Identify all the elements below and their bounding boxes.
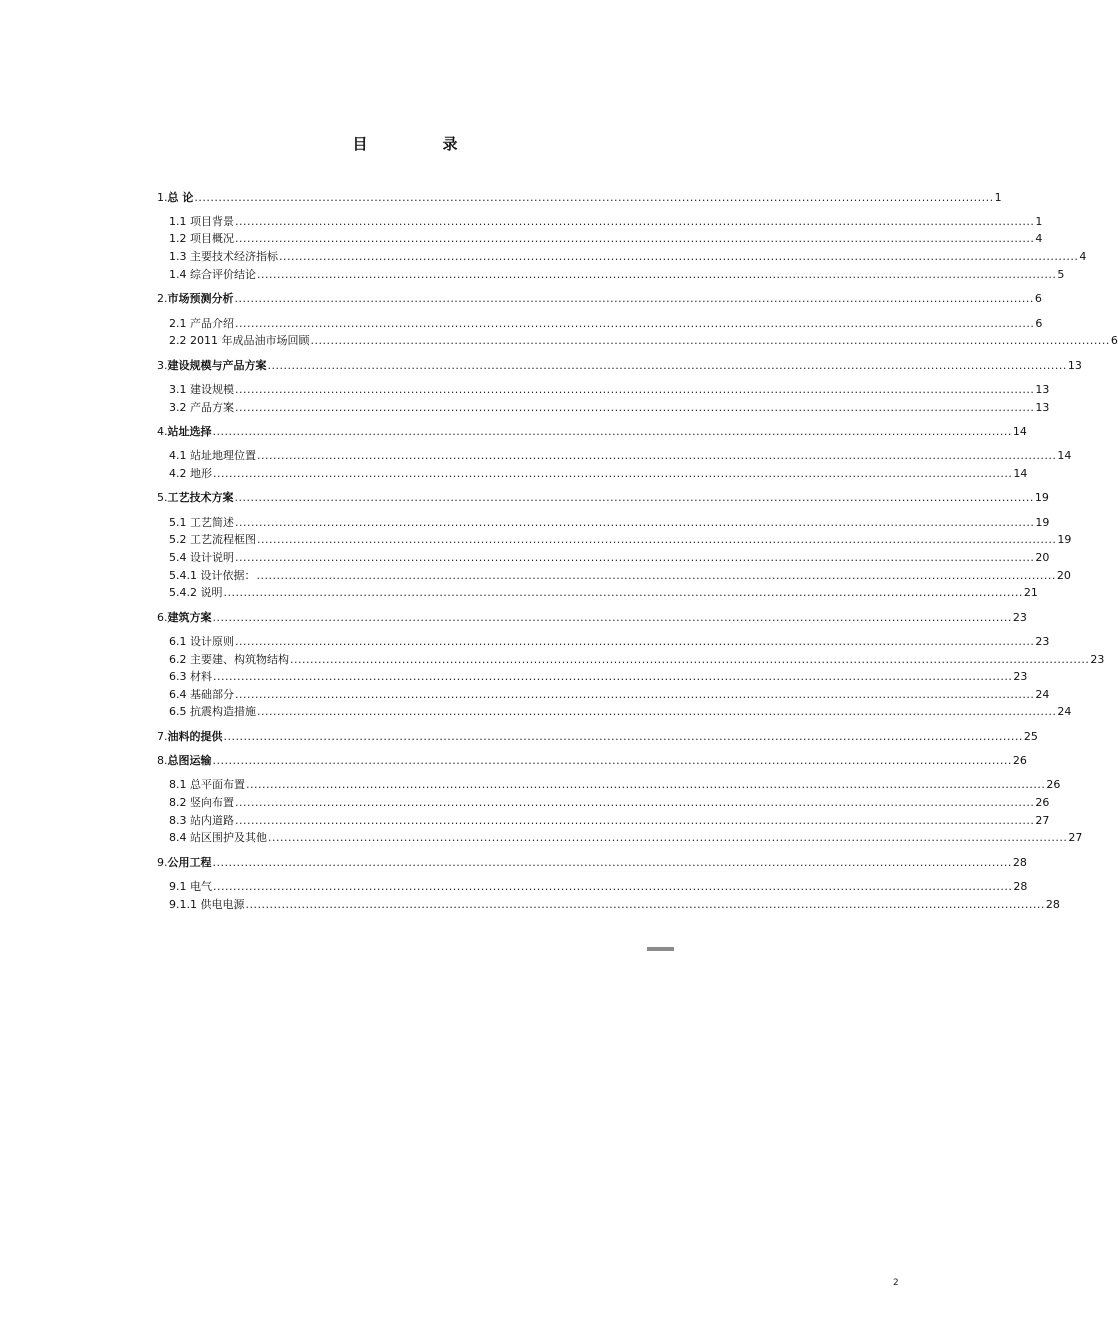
toc-entry-title: 工艺简述 — [190, 516, 234, 529]
toc-leader-dots: ........................................................................................................................................................................................................ — [223, 586, 1023, 599]
toc-entry-label — [169, 795, 234, 810]
toc-entry-number: 2. — [157, 292, 168, 305]
toc-entry-number: 5.1 — [169, 516, 190, 529]
toc-leader-dots: ........................................................................................................................................................................................................ — [235, 635, 1035, 648]
toc-entry-label — [169, 466, 212, 481]
toc-entry-title: 项目背景 — [190, 215, 234, 228]
toc-entry[interactable] — [169, 568, 1071, 583]
toc-entry-number: 6.4 — [169, 688, 190, 701]
toc-entry-title: 主要建、构筑物结构 — [190, 653, 289, 666]
toc-entry-number: 5.2 — [169, 533, 190, 546]
toc-entry-number: 1.3 — [169, 250, 190, 263]
toc-leader-dots: ........................................................................................................................................................................................................ — [234, 292, 1034, 305]
toc-entry-title: 产品方案 — [190, 401, 234, 414]
toc-entry[interactable] — [169, 669, 1028, 684]
toc-entry[interactable] — [169, 585, 1038, 600]
toc-entry-page: 28 — [1012, 856, 1027, 869]
toc-entry-page: 5 — [1057, 268, 1065, 281]
toc-entry-page: 13 — [1035, 401, 1050, 414]
toc-entry-title: 总平面布置 — [190, 778, 245, 791]
toc-leader-dots: ........................................................................................................................................................................................................ — [235, 796, 1035, 809]
toc-leader-dots: ........................................................................................................................................................................................................ — [235, 814, 1035, 827]
toc-leader-dots: ........................................................................................................................................................................................................ — [212, 856, 1012, 869]
toc-entry-label — [157, 729, 223, 744]
toc-entry-number: 5. — [157, 491, 168, 504]
toc-entry-page: 24 — [1035, 688, 1050, 701]
toc-entry[interactable] — [157, 358, 1082, 373]
toc-entry-title: 建筑方案 — [167, 611, 212, 624]
toc-entry-page: 26 — [1012, 754, 1027, 767]
toc-entry[interactable] — [169, 830, 1083, 845]
toc-entry-number: 8.3 — [169, 814, 190, 827]
toc-entry-page: 20 — [1035, 551, 1050, 564]
toc-entry-title: 市场预测分析 — [167, 292, 234, 305]
toc-entry-page: 24 — [1057, 705, 1072, 718]
toc-entry-title: 材料 — [190, 670, 212, 683]
toc-entry-page: 4 — [1035, 232, 1043, 245]
toc-entry[interactable] — [169, 704, 1072, 719]
toc-leader-dots: ........................................................................................................................................................................................................ — [235, 516, 1035, 529]
toc-leader-dots: ........................................................................................................................................................................................................ — [257, 449, 1057, 462]
toc-entry-page: 13 — [1067, 359, 1082, 372]
toc-leader-dots: ........................................................................................................................................................................................................ — [235, 317, 1035, 330]
toc-leader-dots: ........................................................................................................................................................................................................ — [213, 670, 1013, 683]
toc-entry-page: 21 — [1023, 586, 1038, 599]
toc-entry-number: 5.4.1 — [169, 569, 201, 582]
toc-leader-dots: ........................................................................................................................................................................................................ — [256, 569, 1056, 582]
toc-entry[interactable] — [169, 316, 1043, 331]
toc-entry[interactable] — [157, 753, 1027, 768]
toc-entry-title: 站区围护及其他 — [190, 831, 267, 844]
toc-entry-label — [157, 490, 234, 505]
toc-entry-page: 19 — [1035, 516, 1050, 529]
toc-leader-dots: ........................................................................................................................................................................................................ — [257, 268, 1057, 281]
toc-entry-label — [169, 267, 256, 282]
toc-entry-page: 23 — [1012, 611, 1027, 624]
toc-entry-number: 8.4 — [169, 831, 190, 844]
toc-entry-label — [169, 687, 234, 702]
toc-entry[interactable] — [157, 729, 1038, 744]
toc-entry-number: 8.1 — [169, 778, 190, 791]
toc-entry-number: 5.4 — [169, 551, 190, 564]
toc-leader-dots: ........................................................................................................................................................................................................ — [235, 232, 1035, 245]
toc-entry-page: 28 — [1045, 898, 1060, 911]
toc-leader-dots: ........................................................................................................................................................................................................ — [310, 334, 1110, 347]
toc-entry-number: 8.2 — [169, 796, 190, 809]
divider-bar — [647, 947, 674, 951]
toc-entry-page: 26 — [1046, 778, 1061, 791]
toc-entry-title: 设计说明 — [190, 551, 234, 564]
toc-entry-page: 1 — [1035, 215, 1043, 228]
toc-entry-page: 23 — [1090, 653, 1105, 666]
toc-leader-dots: ........................................................................................................................................................................................................ — [257, 533, 1057, 546]
toc-entry-number: 7. — [157, 730, 168, 743]
toc-entry-label — [169, 249, 278, 264]
toc-entry-label — [169, 214, 234, 229]
toc-entry-number: 9. — [157, 856, 168, 869]
toc-entry-label — [169, 669, 212, 684]
toc-entry-page: 14 — [1012, 425, 1027, 438]
toc-entry-number: 6. — [157, 611, 168, 624]
toc-entry[interactable] — [169, 214, 1043, 229]
page-title: 目 录 — [352, 135, 488, 153]
toc-entry[interactable] — [169, 448, 1072, 463]
toc-entry-title: 总 论 — [167, 191, 194, 204]
toc-leader-dots: ........................................................................................................................................................................................................ — [235, 401, 1035, 414]
toc-entry[interactable] — [157, 855, 1027, 870]
toc-entry-label — [157, 358, 267, 373]
toc-leader-dots: ........................................................................................................................................................................................................ — [279, 250, 1079, 263]
toc-entry[interactable] — [157, 291, 1042, 306]
toc-entry-title: 产品介绍 — [190, 317, 234, 330]
toc-entry-number: 3.2 — [169, 401, 190, 414]
toc-entry-page: 19 — [1057, 533, 1072, 546]
toc-entry-label — [157, 424, 212, 439]
toc-entry[interactable] — [157, 424, 1027, 439]
toc-entry-label — [169, 897, 245, 912]
toc-entry-title: 公用工程 — [167, 856, 212, 869]
toc-entry-label — [169, 448, 256, 463]
toc-entry[interactable] — [169, 813, 1050, 828]
toc-entry[interactable] — [157, 490, 1049, 505]
toc-leader-dots: ........................................................................................................................................................................................................ — [213, 467, 1013, 480]
toc-entry[interactable] — [169, 400, 1050, 415]
toc-entry-title: 设计原则 — [190, 635, 234, 648]
toc-entry-number: 4.1 — [169, 449, 190, 462]
toc-entry-title: 主要技术经济指标 — [190, 250, 278, 263]
toc-entry-title: 工艺技术方案 — [167, 491, 234, 504]
toc-entry-title: 油料的提供 — [167, 730, 223, 743]
toc-entry-page: 13 — [1035, 383, 1050, 396]
toc-leader-dots: ........................................................................................................................................................................................................ — [235, 215, 1035, 228]
toc-entry-title: 2011 年成品油市场回顾 — [190, 334, 310, 347]
toc-entry-number: 2.1 — [169, 317, 190, 330]
toc-leader-dots: ........................................................................................................................................................................................................ — [212, 611, 1012, 624]
toc-entry[interactable] — [169, 687, 1050, 702]
toc-entry[interactable] — [169, 777, 1061, 792]
toc-entry-page: 14 — [1013, 467, 1028, 480]
toc-entry-title: 供电电源 — [200, 898, 245, 911]
toc-entry[interactable] — [169, 795, 1050, 810]
toc-entry-title: 工艺流程框图 — [190, 533, 256, 546]
toc-entry-label — [157, 753, 212, 768]
toc-leader-dots: ........................................................................................................................................................................................................ — [213, 880, 1013, 893]
toc-entry-label — [169, 652, 289, 667]
toc-leader-dots: ........................................................................................................................................................................................................ — [212, 425, 1012, 438]
toc-entry-number: 1. — [157, 191, 168, 204]
toc-entry-label — [169, 515, 234, 530]
toc-entry-title: 建设规模与产品方案 — [167, 359, 267, 372]
toc-entry-label — [169, 231, 234, 246]
toc-entry[interactable] — [169, 466, 1028, 481]
toc-leader-dots: ........................................................................................................................................................................................................ — [257, 705, 1057, 718]
toc-entry[interactable] — [169, 382, 1050, 397]
toc-entry-title: 说明 — [200, 586, 223, 599]
toc-entry[interactable] — [169, 515, 1050, 530]
toc-entry[interactable] — [169, 550, 1050, 565]
toc-entry-title: 总图运输 — [167, 754, 212, 767]
toc-entry-page: 25 — [1023, 730, 1038, 743]
toc-entry-label — [169, 400, 234, 415]
toc-entry-title: 建设规模 — [190, 383, 234, 396]
toc-entry-number: 6.3 — [169, 670, 190, 683]
toc-entry[interactable] — [169, 634, 1050, 649]
toc-entry-label — [157, 855, 212, 870]
toc-entry-number: 3. — [157, 359, 168, 372]
toc-entry-label — [169, 333, 310, 348]
toc-entry-page: 20 — [1056, 569, 1071, 582]
toc-entry[interactable] — [169, 879, 1028, 894]
toc-entry-label — [169, 704, 256, 719]
toc-entry[interactable] — [169, 231, 1043, 246]
toc-leader-dots: ........................................................................................................................................................................................................ — [235, 688, 1035, 701]
toc-leader-dots: ........................................................................................................................................................................................................ — [235, 551, 1035, 564]
toc-entry-page: 23 — [1035, 635, 1050, 648]
toc-entry[interactable] — [169, 897, 1060, 912]
toc-entry-label — [169, 532, 256, 547]
toc-entry-title: 抗震构造措施 — [190, 705, 256, 718]
toc-entry-title: 基础部分 — [190, 688, 234, 701]
toc-entry-page: 6 — [1034, 292, 1042, 305]
toc-entry-title: 站址选择 — [167, 425, 212, 438]
page-number: 2 — [893, 1278, 899, 1288]
toc-entry-page: 28 — [1013, 880, 1028, 893]
toc-entry-title: 项目概况 — [190, 232, 234, 245]
toc-entry-number: 1.4 — [169, 268, 190, 281]
toc-entry-page: 6 — [1035, 317, 1043, 330]
toc-entry-page: 26 — [1035, 796, 1050, 809]
toc-entry[interactable] — [169, 652, 1105, 667]
toc-entry[interactable] — [169, 267, 1065, 282]
toc-entry-number: 5.4.2 — [169, 586, 201, 599]
toc-entry-number: 3.1 — [169, 383, 190, 396]
toc-entry-number: 9.1.1 — [169, 898, 201, 911]
toc-entry-page: 14 — [1057, 449, 1072, 462]
toc-entry-page: 27 — [1035, 814, 1050, 827]
toc-entry[interactable] — [157, 190, 1002, 205]
toc-entry-number: 4.2 — [169, 467, 190, 480]
toc-entry-label — [169, 777, 245, 792]
toc-entry-number: 8. — [157, 754, 168, 767]
toc-leader-dots: ........................................................................................................................................................................................................ — [212, 754, 1012, 767]
toc-entry-title: 电气 — [190, 880, 212, 893]
toc-entry-label — [169, 568, 256, 583]
toc-entry-label — [169, 879, 212, 894]
toc-leader-dots: ........................................................................................................................................................................................................ — [267, 359, 1067, 372]
toc-entry-number: 4. — [157, 425, 168, 438]
toc-leader-dots: ........................................................................................................................................................................................................ — [223, 730, 1023, 743]
toc-entry-label — [157, 610, 212, 625]
toc-entry-label — [169, 316, 234, 331]
toc-entry-page: 27 — [1068, 831, 1083, 844]
toc-entry[interactable] — [169, 333, 1118, 348]
toc-entry-title: 站址地理位置 — [190, 449, 256, 462]
toc-entry-label — [169, 813, 234, 828]
toc-leader-dots: ........................................................................................................................................................................................................ — [245, 898, 1045, 911]
toc-entry-label — [169, 634, 234, 649]
toc-entry[interactable] — [157, 610, 1027, 625]
toc-entry-page: 6 — [1110, 334, 1118, 347]
toc-entry[interactable] — [169, 249, 1087, 264]
toc-entry-label — [169, 550, 234, 565]
toc-entry-page: 23 — [1013, 670, 1028, 683]
toc-entry-label — [169, 830, 267, 845]
toc-leader-dots: ........................................................................................................................................................................................................ — [268, 831, 1068, 844]
toc-entry-page: 1 — [994, 191, 1002, 204]
toc-entry-number: 6.5 — [169, 705, 190, 718]
toc-entry-title: 站内道路 — [190, 814, 234, 827]
toc-entry-title: 设计依据： — [200, 569, 256, 582]
toc-entry-page: 4 — [1079, 250, 1087, 263]
toc-entry-number: 6.2 — [169, 653, 190, 666]
toc-leader-dots: ........................................................................................................................................................................................................ — [290, 653, 1090, 666]
toc-entry-number: 2.2 — [169, 334, 190, 347]
toc-entry-title: 竖向布置 — [190, 796, 234, 809]
toc-entry-label — [157, 291, 234, 306]
toc-leader-dots: ........................................................................................................................................................................................................ — [235, 383, 1035, 396]
toc-entry-title: 综合评价结论 — [190, 268, 256, 281]
toc-entry-label — [169, 585, 223, 600]
toc-entry-number: 1.1 — [169, 215, 190, 228]
toc-entry-label — [169, 382, 234, 397]
toc-entry-number: 1.2 — [169, 232, 190, 245]
toc-entry-number: 6.1 — [169, 635, 190, 648]
toc-leader-dots: ........................................................................................................................................................................................................ — [234, 491, 1034, 504]
toc-entry-number: 9.1 — [169, 880, 190, 893]
toc-entry[interactable] — [169, 532, 1072, 547]
toc-leader-dots: ........................................................................................................................................................................................................ — [194, 191, 994, 204]
toc-entry-page: 19 — [1034, 491, 1049, 504]
toc-entry-label — [157, 190, 193, 205]
toc-leader-dots: ........................................................................................................................................................................................................ — [246, 778, 1046, 791]
toc-entry-title: 地形 — [190, 467, 212, 480]
